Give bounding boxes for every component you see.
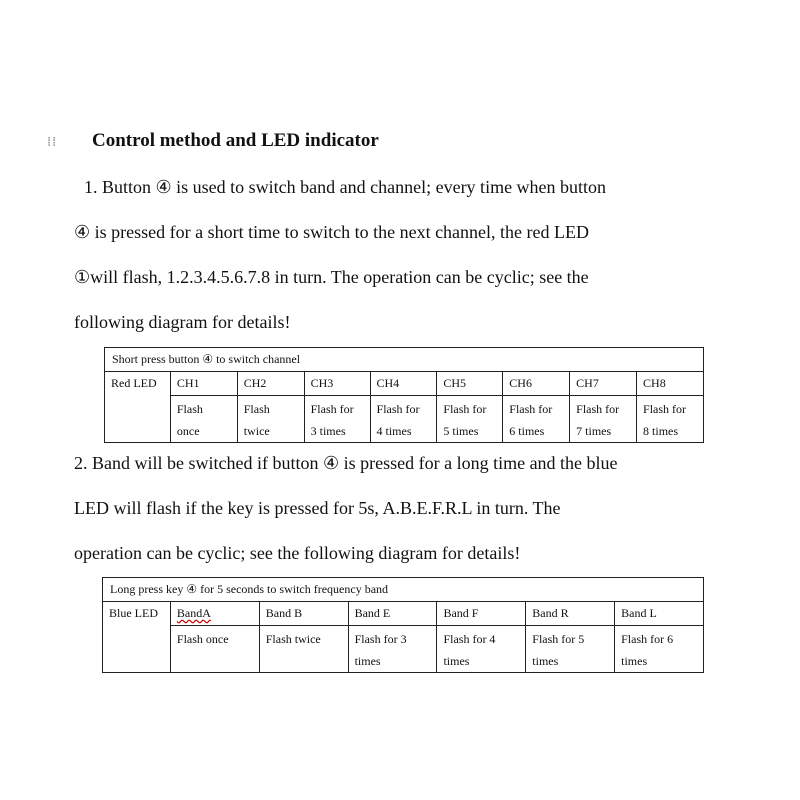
flash-cell	[437, 396, 503, 443]
band-table	[102, 577, 704, 673]
flash-line-1: Flash for	[643, 402, 687, 416]
channel-header: CH6	[503, 372, 570, 396]
flash-line-1: Flash once	[176, 632, 229, 646]
flash-line-1: Flash	[243, 402, 270, 416]
flash-line-2: 5 times	[443, 424, 479, 438]
flash-line-2: times	[354, 654, 381, 668]
channel-header: CH1	[170, 372, 237, 396]
flash-line-2: 7 times	[576, 424, 612, 438]
flash-line-2: 4 times	[376, 424, 412, 438]
flash-cell	[170, 396, 237, 443]
flash-line-1: Flash for	[509, 402, 553, 416]
channel-header: CH4	[370, 372, 437, 396]
paragraph-1-line-3: ①will flash, 1.2.3.4.5.6.7.8 in turn. The operation can be cyclic; see the	[74, 267, 589, 287]
flash-line-2: times	[443, 654, 470, 668]
flash-line-1: Flash for 4	[443, 632, 496, 646]
flash-line-1: Flash for	[576, 402, 620, 416]
paragraph-2-line-3: operation can be cyclic; see the following diagram for details!	[74, 543, 521, 563]
channel-header: CH2	[237, 372, 304, 396]
band-header	[170, 602, 259, 626]
flash-line-1: Flash	[176, 402, 203, 416]
paragraph-1-line-2: ④ is pressed for a short time to switch to the next channel, the red LED	[74, 222, 590, 242]
flash-cell	[526, 626, 615, 673]
channel-table	[104, 347, 704, 443]
channel-header: CH7	[570, 372, 637, 396]
row-label: Blue LED	[103, 602, 171, 673]
flash-cell	[348, 626, 437, 673]
band-header: Band R	[526, 602, 615, 626]
flash-line-1: Flash for	[376, 402, 420, 416]
band-header: Band B	[259, 602, 348, 626]
flash-cell	[570, 396, 637, 443]
paragraph-2-line-1: 2. Band will be switched if button ④ is pressed for a long time and the blue	[74, 453, 618, 473]
channel-header: CH8	[637, 372, 704, 396]
paragraph-1-line-1: 1. Button ④ is used to switch band and channel; every time when button	[84, 177, 607, 197]
channel-header: CH3	[304, 372, 370, 396]
band-header: Band F	[437, 602, 526, 626]
flash-cell	[259, 626, 348, 673]
flash-line-1: Flash for 3	[354, 632, 407, 646]
flash-line-2: once	[176, 424, 200, 438]
flash-line-2: times	[621, 654, 648, 668]
flash-cell	[170, 626, 259, 673]
channel-header: CH5	[437, 372, 503, 396]
band-header-label: BandA	[176, 606, 211, 620]
flash-line-1: Flash for 6	[621, 632, 674, 646]
flash-line-2: 8 times	[643, 424, 679, 438]
table-caption: Short press button ④ to switch channel	[105, 348, 704, 372]
paragraph-1-line-4: following diagram for details!	[74, 312, 291, 332]
flash-line-1: Flash for	[443, 402, 487, 416]
flash-line-1: Flash for 5	[532, 632, 585, 646]
flash-cell	[637, 396, 704, 443]
row-label: Red LED	[105, 372, 171, 443]
flash-cell	[615, 626, 704, 673]
band-header: Band E	[348, 602, 437, 626]
flash-cell	[503, 396, 570, 443]
flash-line-2: times	[532, 654, 559, 668]
flash-cell	[237, 396, 304, 443]
paragraph-2-line-2: LED will flash if the key is pressed for 5s, A.B.E.F.R.L in turn. The	[74, 498, 561, 518]
section-heading: Control method and LED indicator	[92, 130, 379, 151]
flash-line-2: 6 times	[509, 424, 545, 438]
flash-cell	[370, 396, 437, 443]
flash-line-1: Flash twice	[265, 632, 321, 646]
band-header: Band L	[615, 602, 704, 626]
flash-cell	[304, 396, 370, 443]
flash-line-1: Flash for	[310, 402, 354, 416]
table-caption: Long press key ④ for 5 seconds to switch frequency band	[103, 578, 704, 602]
flash-cell	[437, 626, 526, 673]
flash-line-2: 3 times	[310, 424, 346, 438]
drag-handle-icon[interactable]: ⁞⁞	[47, 135, 58, 150]
flash-line-2: twice	[243, 424, 270, 438]
